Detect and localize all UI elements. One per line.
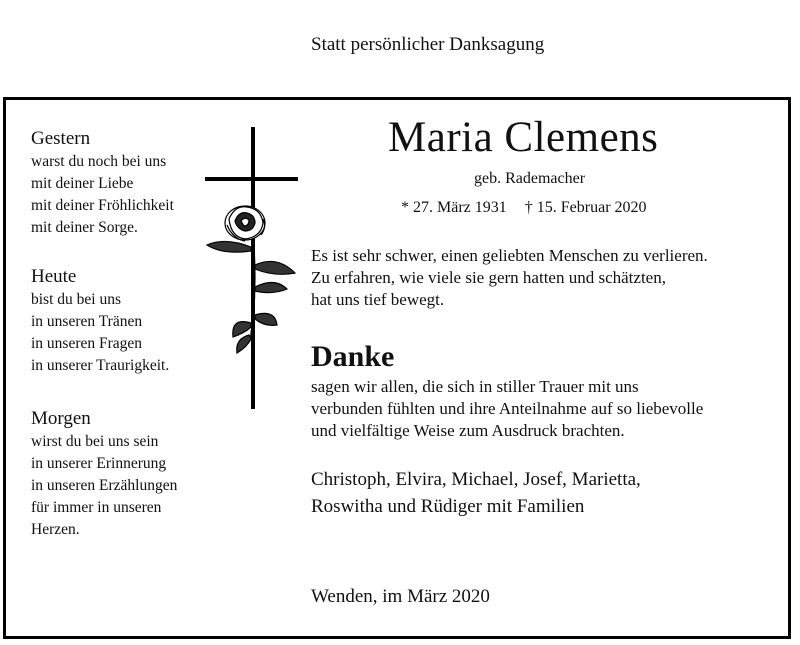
message-line: verbunden fühlten und ihre Anteilnahme auf so liebevolle — [311, 399, 704, 418]
cross-with-rose-icon — [205, 127, 300, 409]
stanza-line: warst du noch bei uns — [31, 153, 167, 170]
deceased-name: Maria Clemens — [388, 114, 659, 161]
poem-stanza-gestern — [31, 127, 174, 239]
stanza-line: in unseren Tränen — [31, 313, 143, 330]
place-date: Wenden, im März 2020 — [311, 586, 490, 607]
birth-date: * 27. März 1931 — [401, 199, 507, 216]
message-line: sagen wir allen, die sich in stiller Trauer mit uns — [311, 377, 639, 396]
thanks-message — [311, 376, 703, 442]
stanza-line: wirst du bei uns sein — [31, 433, 159, 450]
message-line: und vielfältige Weise zum Ausdruck brachten. — [311, 421, 625, 440]
stanza-line: in unserer Traurigkeit. — [31, 357, 170, 374]
stanza-line: in unseren Erzählungen — [31, 477, 178, 494]
message-line: Es ist sehr schwer, einen geliebten Menschen zu verlieren. — [311, 246, 708, 265]
message-line: Zu erfahren, wie viele sie gern hatten und schätzten, — [311, 268, 666, 287]
caption-top: Statt persönlicher Danksagung — [311, 34, 545, 55]
stanza-lead: Morgen — [31, 408, 91, 429]
signers — [311, 466, 641, 520]
maiden-name: geb. Rademacher — [474, 170, 586, 187]
thanks-heading: Danke — [311, 340, 395, 373]
poem-stanza-morgen — [31, 407, 177, 541]
stanza-line: Herzen. — [31, 521, 80, 538]
stanza-line: in unseren Fragen — [31, 335, 143, 352]
stanza-line: bist du bei uns — [31, 291, 121, 308]
stanza-line: mit deiner Liebe — [31, 175, 134, 192]
stanza-lead: Heute — [31, 266, 77, 287]
signers-line: Roswitha und Rüdiger mit Familien — [311, 496, 585, 517]
stanza-line: für immer in unseren — [31, 499, 162, 516]
stanza-line: in unserer Erinnerung — [31, 455, 167, 472]
message-line: hat uns tief bewegt. — [311, 290, 445, 309]
stanza-line: mit deiner Fröhlichkeit — [31, 197, 174, 214]
intro-message — [311, 245, 708, 311]
stanza-line: mit deiner Sorge. — [31, 219, 138, 236]
signers-line: Christoph, Elvira, Michael, Josef, Marietta, — [311, 469, 641, 490]
death-date: † 15. Februar 2020 — [524, 199, 647, 216]
stanza-lead: Gestern — [31, 128, 91, 149]
life-dates — [401, 199, 661, 217]
poem-stanza-heute — [31, 265, 169, 377]
